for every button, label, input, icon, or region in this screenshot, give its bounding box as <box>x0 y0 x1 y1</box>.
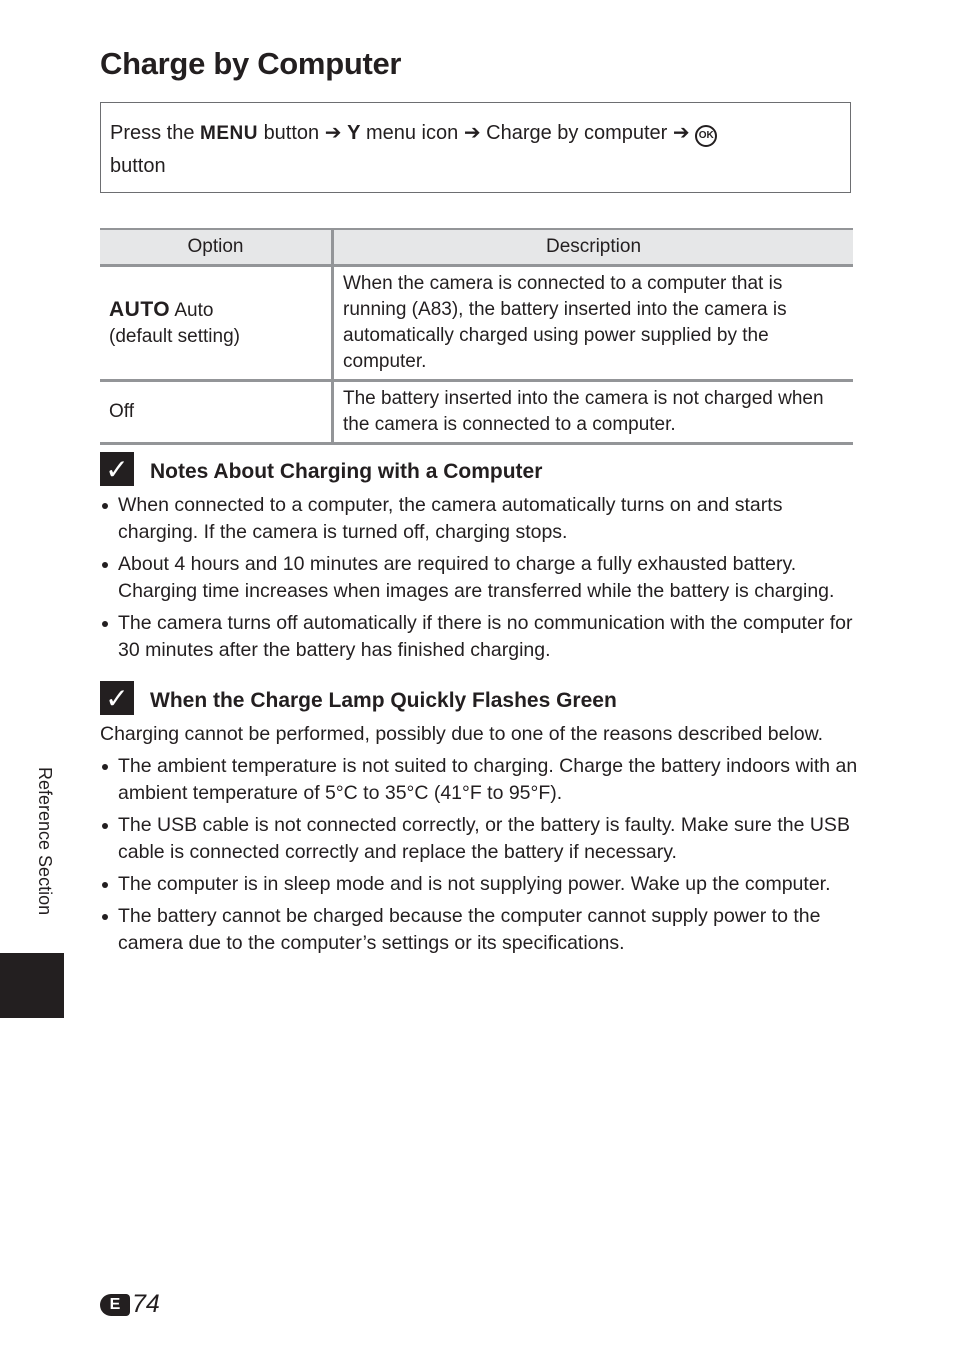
section-side-label: Reference Section <box>35 767 55 916</box>
list-item: When connected to a computer, the camera automatically turns on and starts charging. If the camera is turned off, charging stops. <box>100 492 860 546</box>
menu-path-menu-icon: menu icon <box>365 122 459 144</box>
reference-section-icon: E <box>100 1294 130 1316</box>
notes-charging-list <box>100 492 860 669</box>
menu-path-press: Press the <box>110 122 195 144</box>
menu-path-button-1: button <box>263 122 320 144</box>
notes-charging-title: Notes About Charging with a Computer <box>150 460 543 483</box>
menu-button-icon: MENU <box>200 123 258 144</box>
list-item: The computer is in sleep mode and is not supplying power. Wake up the computer. <box>100 871 860 898</box>
notes-lamp-title: When the Charge Lamp Quickly Flashes Green <box>150 689 617 712</box>
option-cell <box>100 266 333 381</box>
arrow-icon: ➔ <box>324 122 342 144</box>
notes-lamp-list <box>100 753 860 962</box>
check-icon: ✓ <box>100 452 134 486</box>
description-text: The battery inserted into the camera is not charged when the camera is connected to a computer. <box>343 388 824 435</box>
notes-lamp-heading <box>100 682 617 715</box>
option-sublabel: (default setting) <box>109 325 240 347</box>
auto-mode-icon: AUTO <box>109 297 171 321</box>
list-item: The camera turns off automatically if there is no communication with the computer for 30 minutes after the battery has finished charging. <box>100 610 860 664</box>
options-table <box>100 228 853 445</box>
notes-lamp-intro: Charging cannot be performed, possibly due to one of the reasons described below. <box>100 723 824 745</box>
option-label: Off <box>109 401 134 422</box>
description-text: 83), the battery inserted into the camera is automatically charged using power supplied by the computer. <box>343 299 787 372</box>
table-row <box>100 381 853 444</box>
arrow-icon: ➔ <box>672 122 690 144</box>
page-number <box>100 1290 160 1319</box>
arrow-icon: ➔ <box>463 122 481 144</box>
header-description: Description <box>333 229 854 266</box>
header-option: Option <box>100 229 333 266</box>
ok-button-icon: OK <box>695 125 717 147</box>
check-icon: ✓ <box>100 681 134 715</box>
description-cell <box>333 381 854 444</box>
setup-menu-icon: Y <box>347 122 361 144</box>
page-ref-icon: A <box>418 299 431 320</box>
menu-path-box <box>100 102 851 193</box>
menu-path-button-2: button <box>110 155 166 177</box>
description-text: When the camera is connected to a computer that is running ( <box>343 273 783 320</box>
list-item: The USB cable is not connected correctly, or the battery is faulty. Make sure the USB cable is connected correctly and replace the battery if necessary. <box>100 812 860 866</box>
table-row <box>100 266 853 381</box>
description-cell <box>333 266 854 381</box>
page-title: Charge by Computer <box>100 46 402 81</box>
section-tab-marker <box>0 953 64 1018</box>
option-label: Auto <box>174 299 214 321</box>
list-item: About 4 hours and 10 minutes are required to charge a fully exhausted battery. Charging time increases when images are transferred while the battery is charging. <box>100 551 860 605</box>
notes-charging-heading <box>100 453 543 486</box>
menu-path-item: Charge by computer <box>486 122 668 144</box>
page-number-value: 74 <box>132 1290 160 1318</box>
list-item: The ambient temperature is not suited to charging. Charge the battery indoors with an ambient temperature of 5°C to 35°C (41°F to 95°F). <box>100 753 860 807</box>
list-item: The battery cannot be charged because the computer cannot supply power to the camera due to the computer’s settings or its specifications. <box>100 903 860 957</box>
option-cell <box>100 381 333 444</box>
